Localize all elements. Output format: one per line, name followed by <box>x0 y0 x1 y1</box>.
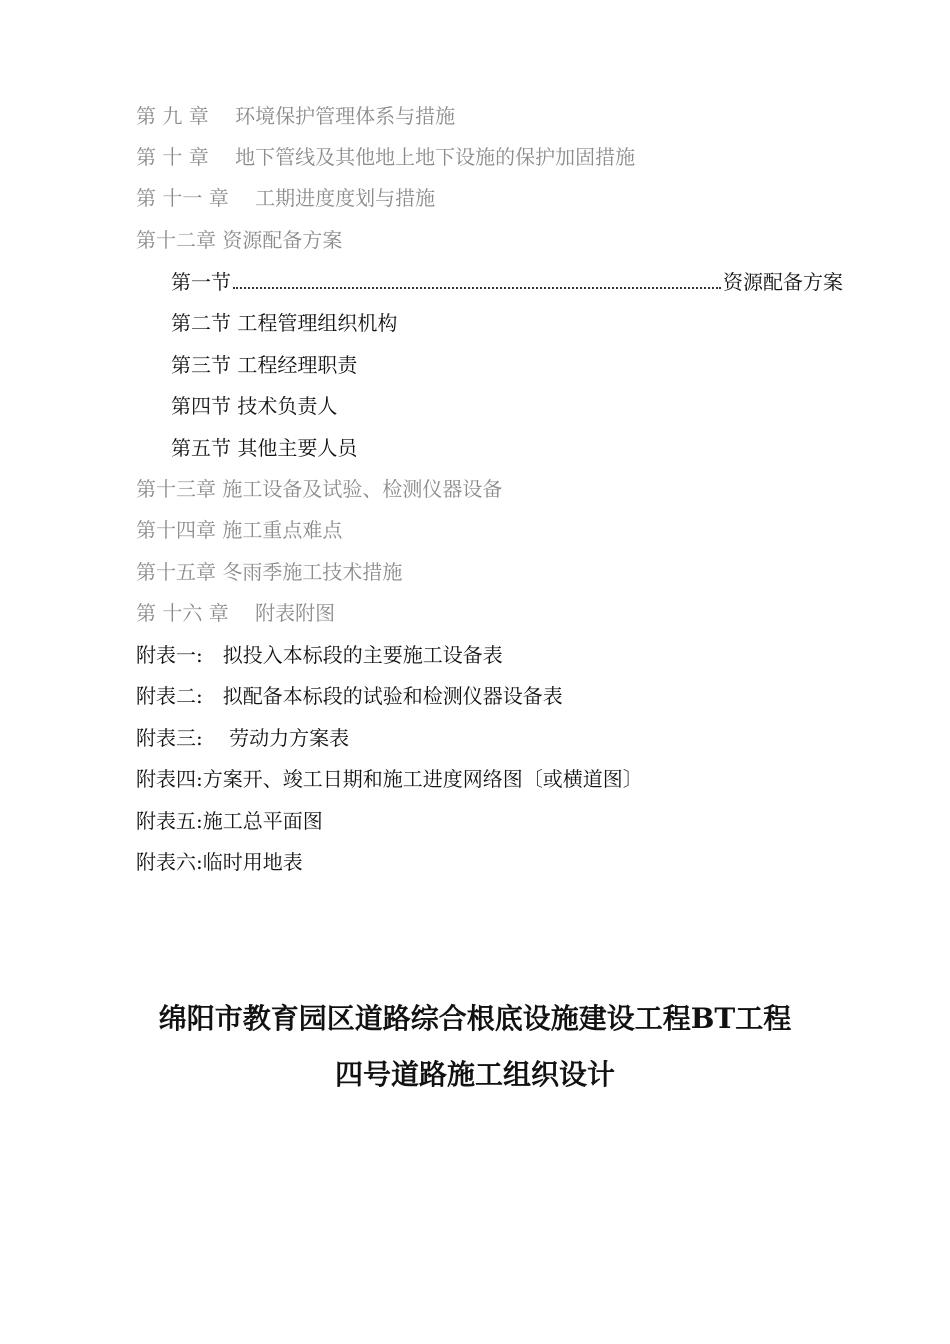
toc-appendix-2: 附表二: 拟配备本标段的试验和检测仪器设备表 <box>136 684 563 708</box>
toc-chapter-11: 第 十一 章 工期进度度划与措施 <box>136 186 436 210</box>
document-title-line-2: 四号道路施工组织设计 <box>334 1058 615 1091</box>
document-title-line-1: 绵阳市教育园区道路综合根底设施建设工程BT工程 <box>158 1002 792 1035</box>
toc-chapter-14: 第十四章 施工重点难点 <box>136 518 343 542</box>
toc-section-2: 第二节 工程管理组织机构 <box>171 311 398 335</box>
toc-section-1-label: 第一节 <box>171 270 231 294</box>
toc-chapter-9: 第 九 章 环境保护管理体系与措施 <box>136 104 456 128</box>
toc-leader-dots <box>233 287 721 289</box>
toc-chapter-13: 第十三章 施工设备及试验、检测仪器设备 <box>136 477 503 501</box>
toc-appendix-6: 附表六:临时用地表 <box>136 850 303 874</box>
toc-section-4: 第四节 技术负责人 <box>171 394 338 418</box>
toc-chapter-10: 第 十 章 地下管线及其他地上地下设施的保护加固措施 <box>136 145 636 169</box>
toc-chapter-12: 第十二章 资源配备方案 <box>136 228 343 252</box>
toc-section-3: 第三节 工程经理职责 <box>171 353 358 377</box>
toc-appendix-3: 附表三: 劳动力方案表 <box>136 726 350 750</box>
toc-section-5: 第五节 其他主要人员 <box>171 436 358 460</box>
toc-chapter-16: 第 十六 章 附表附图 <box>136 601 336 625</box>
toc-appendix-1: 附表一: 拟投入本标段的主要施工设备表 <box>136 643 503 667</box>
toc-appendix-4: 附表四:方案开、竣工日期和施工进度网络图〔或横道图〕 <box>136 767 643 791</box>
toc-section-1 <box>171 268 843 296</box>
toc-chapter-15: 第十五章 冬雨季施工技术措施 <box>136 560 403 584</box>
toc-section-1-title: 资源配备方案 <box>723 270 843 294</box>
toc-appendix-5: 附表五:施工总平面图 <box>136 809 323 833</box>
